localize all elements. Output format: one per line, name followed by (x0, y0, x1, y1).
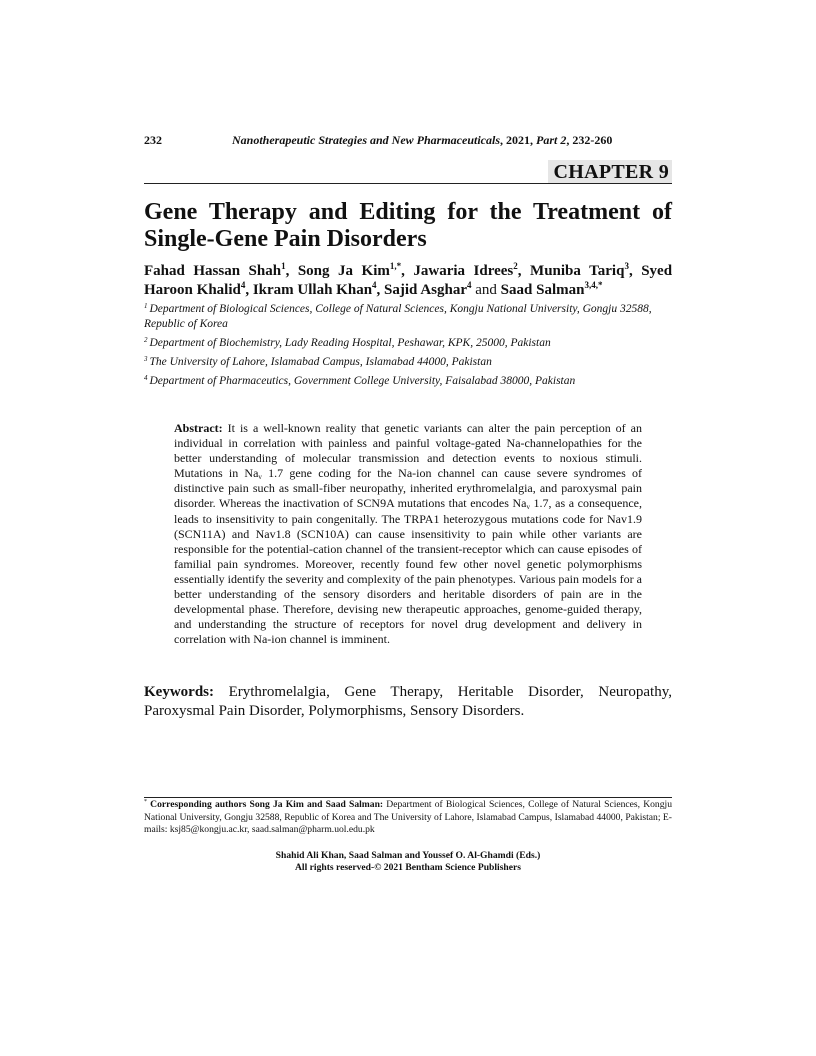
chapter-label: CHAPTER 9 (548, 160, 672, 183)
author-name: Muniba Tariq (530, 263, 625, 279)
abstract-text: It is a well-known reality that genetic variants can alter the pain perception of an individual in correlation with painless and painful voltage-gated Na-channelopathies for the better understanding of molecular transmission and detection events to noxious stimuli. Mutations in Na (174, 421, 642, 481)
header-divider (144, 183, 672, 184)
footnote-text: Department of Biological Sciences, College of Natural Sciences, Kongju National University, Gongju 32588, Republic of Korea and The University of Lahore, Islamabad Campus, Islamabad 44000, Pakistan; E-mails: ksj85@kongju.ac.kr, saad.salman@pharm.uol.edu.pk (144, 799, 672, 835)
abstract-text: 1.7, as a consequence, leads to insensitivity to pain congenitally. The TRPA1 heterozygous mutations code for Nav1.9 (SCN11A) and Nav1.8 (SCN10A) can cause insensitivity to pain while other variants are responsible for the potential-cation channel of the transient-receptor which can cause episodes of familial pain syndromes. Moreover, recently found few other novel genetic polymorphisms essentially identify the severity and complexity of the pain phenotypes. Various pain models for a better understanding of the sensory disorders and heritable disorders of pain are in the developmental phase. Therefore, devising new therapeutic approaches, genome-guided therapy, and understanding the structure of receptors for novel drug development and delivery in correlation with Na-ion channel is imminent. (174, 496, 642, 647)
chapter-title (144, 199, 672, 253)
author-affiliation-mark: 1,* (389, 261, 402, 271)
abstract-label: Abstract: (174, 421, 223, 435)
editors-line: Shahid Ali Khan, Saad Salman and Youssef O. Al-Ghamdi (Eds.) (275, 850, 541, 861)
author-list (144, 262, 672, 300)
page-number: 232 (144, 133, 162, 147)
chapter-heading (144, 160, 672, 183)
abstract-text: 1.7 gene coding for the Na-ion channel can cause severe syndromes of distinctive pain such as small-fiber neuropathy, inherited erythromelalgia, and paroxysmal pain disorder. Whereas the inactivation of SCN9A mutations that encodes Na (174, 466, 642, 511)
affiliation-number: 3 (144, 355, 148, 363)
author-name-first: Syed (641, 263, 673, 279)
author-name: Sajid Asghar (384, 282, 467, 298)
author-affiliation-mark: 3 (624, 261, 629, 271)
affiliation-number: 4 (144, 374, 148, 382)
affiliation-number: 2 (144, 336, 148, 344)
journal-pages: , 232-260 (566, 133, 613, 147)
abstract-subscript: v (258, 473, 262, 482)
author-name: Saad Salman (500, 282, 585, 298)
footnote-divider (144, 797, 672, 798)
author-affiliation-mark: 1 (281, 261, 286, 271)
affiliation-item (144, 336, 672, 351)
keywords-text: Erythromelalgia, Gene Therapy, Heritable Disorder, Neuropathy, Paroxysmal Pain Disorder, Polymorphisms, Sensory Disorders. (144, 684, 672, 719)
author-name: Jawaria Idrees (413, 263, 514, 279)
author-line-2: Haroon Khalid$^4$, Ikram Ullah Khan$^4$, Sajid Asghar$^4$ and Saad Salman$^{3,4,*}$ (144, 280, 603, 298)
journal-title: Nanotherapeutic Strategies and New Pharmaceuticals (232, 133, 501, 147)
affiliation-text: Department of Pharmaceutics, Government College University, Faisalabad 38000, Pakistan (149, 375, 576, 387)
footnote-label: Corresponding authors Song Ja Kim and Saad Salman: (147, 799, 384, 810)
editors-block (144, 850, 672, 874)
affiliation-item (144, 374, 672, 389)
author-affiliation-mark: 4 (467, 280, 472, 290)
affiliation-number: 1 (144, 302, 148, 310)
abstract (174, 421, 642, 647)
footnote-star: * (144, 799, 147, 805)
author-name: Fahad Hassan Shah (144, 263, 282, 279)
affiliation-item (144, 302, 672, 332)
affiliation-text: Department of Biochemistry, Lady Reading Hospital, Peshawar, KPK, 25000, Pakistan (149, 337, 551, 349)
affiliation-item (144, 355, 672, 370)
title-line-2: Single-Gene Pain Disorders (144, 226, 427, 252)
author-affiliation-mark: 3,4,* (584, 280, 603, 290)
author-affiliation-mark: 2 (513, 261, 518, 271)
author-affiliation-mark: 4 (372, 280, 377, 290)
journal-citation (232, 133, 612, 147)
keywords-label: Keywords: (144, 684, 214, 700)
journal-part: Part 2 (536, 133, 567, 147)
author-affiliation-mark: 4 (240, 280, 246, 290)
title-line-1: Gene Therapy and Editing for the Treatment of (144, 199, 672, 225)
journal-year: , 2021, (500, 133, 537, 147)
author-name-rest: Haroon Khalid (144, 282, 241, 298)
copyright-line: All rights reserved-© 2021 Bentham Science Publishers (294, 862, 522, 873)
keywords (144, 683, 672, 721)
affiliation-list (144, 302, 672, 393)
affiliation-text: Department of Biological Sciences, College of Natural Sciences, Kongju National University, Gongju 32588, Republic of Korea (144, 303, 652, 330)
affiliation-text: The University of Lahore, Islamabad Campus, Islamabad 44000, Pakistan (149, 356, 492, 368)
author-name: Song Ja Kim (297, 263, 390, 279)
author-name: Ikram Ullah Khan (252, 282, 373, 298)
corresponding-author-footnote (144, 799, 672, 837)
author-line-1: Fahad Hassan Shah$^1$, Song Ja Kim$^{1,*}$, Jawaria Idrees$^2$, Muniba Tariq$^3$, Syed (144, 261, 673, 279)
abstract-subscript: v (526, 503, 530, 512)
